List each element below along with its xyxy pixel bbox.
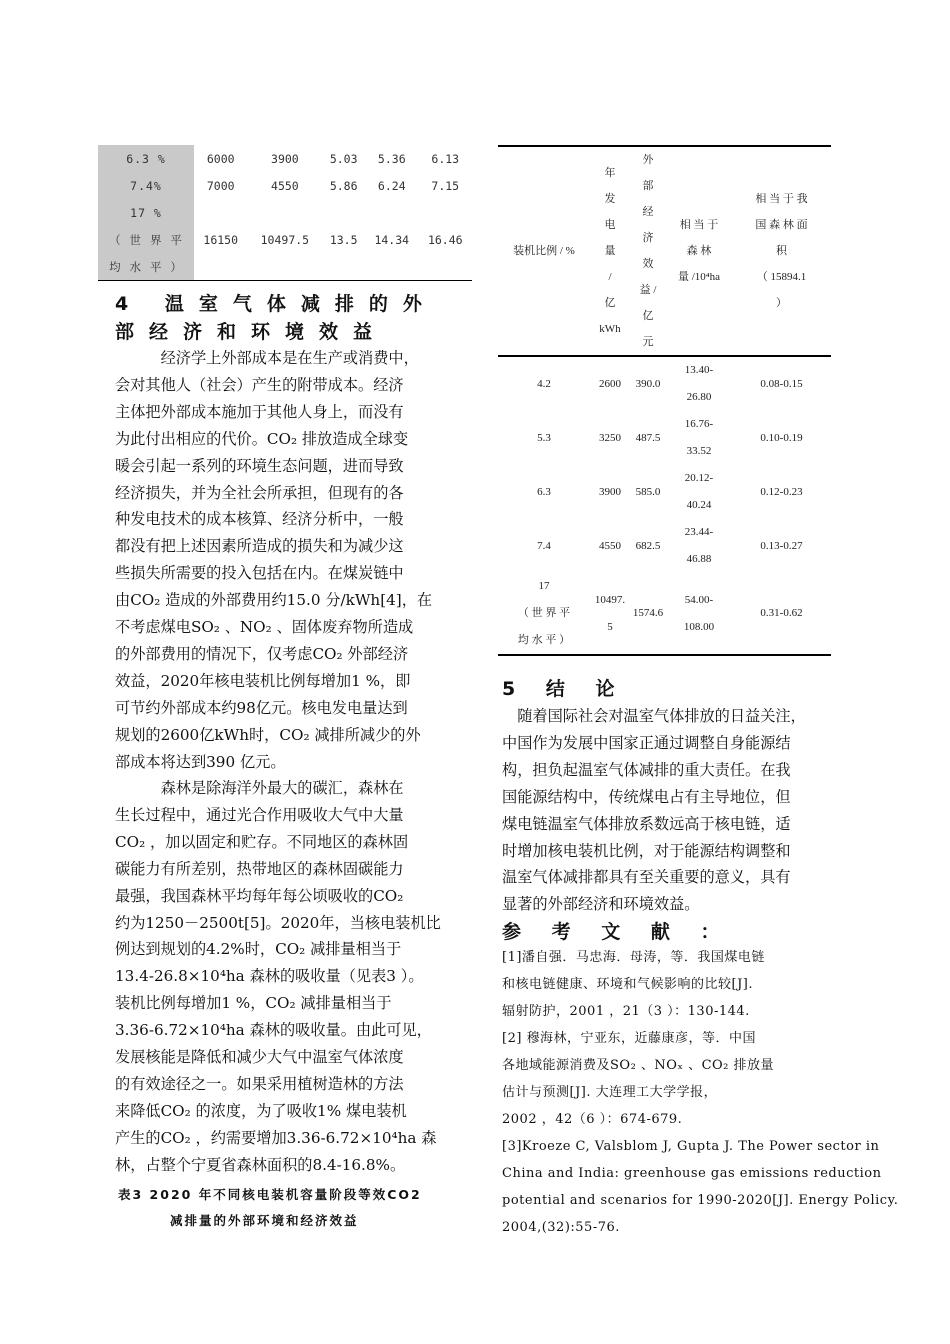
table-cell: 0.31-0.62 bbox=[760, 607, 803, 619]
text-line: 装机比例每增加1 %，CO₂ 减排量相当于 bbox=[115, 994, 392, 1013]
table-cell: 585.0 bbox=[635, 485, 661, 498]
table-row bbox=[98, 199, 472, 226]
header-text: kWh bbox=[599, 323, 621, 335]
table-row bbox=[498, 573, 831, 655]
table-cell bbox=[247, 199, 322, 226]
table-cell: 5.36 bbox=[377, 151, 406, 166]
text-line: 产生的CO₂ ，约需要增加3.36-6.72×10⁴ha 森 bbox=[115, 1128, 437, 1147]
text-line: 不考虑煤电SO₂ 、NO₂ 、固体废弃物所造成 bbox=[115, 618, 414, 637]
text-line: 约为1250－2500t[5]。2020年，当核电装机比 bbox=[115, 913, 441, 932]
header-text: 外 bbox=[642, 154, 654, 166]
header-text: 相 当 于 我 bbox=[755, 193, 808, 205]
table-cell: 14.34 bbox=[374, 232, 410, 247]
table-cell bbox=[419, 199, 473, 226]
header-ratio: 装机比例 / % bbox=[513, 245, 575, 257]
text-line: 碳能力有所差别，热带地区的森林固碳能力 bbox=[115, 859, 404, 878]
text-line: 和核电链健康、环境和气候影响的比较[J]. bbox=[502, 977, 753, 992]
text-line: 规划的2600亿kWh时，CO₂ 减排所减少的外 bbox=[115, 725, 421, 744]
table-row bbox=[498, 356, 831, 411]
table3-caption-line1: 表3 2020 年不同核电装机容量阶段等效CO2 bbox=[118, 1187, 422, 1202]
header-text: （ 15894.1 bbox=[756, 271, 807, 283]
table-cell bbox=[322, 253, 365, 281]
header-text: 电 bbox=[604, 219, 616, 231]
cell-text: （ 世 界 平 bbox=[517, 607, 571, 619]
table-cell bbox=[194, 199, 247, 226]
table-cell: 390.0 bbox=[635, 377, 661, 390]
cell-text: 5.3 bbox=[537, 431, 551, 444]
table-3-header-row bbox=[498, 146, 831, 356]
text-line: [1]潘自强．马忠海．母涛，等．我国煤电链 bbox=[502, 950, 765, 965]
text-line: 都没有把上述因素所造成的损失和为减少这 bbox=[115, 537, 404, 556]
header-text: 元 bbox=[642, 336, 654, 348]
table-cell bbox=[498, 573, 590, 655]
table-row bbox=[498, 411, 831, 465]
section4-heading-line1: 4 温室气体减排的外 bbox=[115, 293, 437, 315]
text-line: 煤电链温室气体排放系数远高于核电链，适 bbox=[502, 814, 791, 833]
references-heading: 参 考 文 献 ： bbox=[502, 921, 732, 943]
table-cell: 0.10-0.19 bbox=[760, 431, 803, 444]
cell-text: 40.24 bbox=[686, 499, 712, 511]
table-cell: 6.24 bbox=[377, 178, 406, 193]
text-line: 随着国际社会对温室气体排放的日益关注， bbox=[502, 707, 806, 725]
table-row bbox=[98, 226, 472, 253]
cell-text: 108.00 bbox=[683, 620, 715, 633]
text-line: 部成本将达到390 亿元。 bbox=[115, 752, 286, 771]
section5-paragraph bbox=[502, 703, 847, 918]
table-cell bbox=[498, 356, 590, 411]
text-line: 可节约外部成本约98亿元。核电发电量达到 bbox=[115, 698, 408, 717]
header-text: 年 bbox=[604, 167, 616, 179]
text-line: 2002 ，42（6 ）：674-679. bbox=[502, 1112, 683, 1127]
table-cell bbox=[322, 199, 365, 226]
header-forest-share bbox=[732, 146, 831, 356]
table-row bbox=[498, 465, 831, 519]
table-cell: 5.03 bbox=[329, 151, 358, 166]
header-forest-equivalent bbox=[666, 146, 732, 356]
text-line: 的有效途径之一。如果采用植树造林的方法 bbox=[115, 1074, 404, 1093]
text-line: 时增加核电装机比例，对于能源结构调整和 bbox=[502, 841, 791, 860]
table-top-left bbox=[98, 145, 472, 281]
header-text: 相 当 于 bbox=[679, 219, 719, 231]
table-cell: 6.13 bbox=[431, 151, 460, 166]
cell-text: 5 bbox=[607, 620, 613, 633]
table-cell bbox=[498, 465, 590, 519]
text-line: 各地域能源消费及SO₂ 、NOₓ 、CO₂ 排放量 bbox=[502, 1058, 775, 1073]
text-line: [2] 穆海林，宁亚东，近藤康彦，等．中国 bbox=[502, 1031, 757, 1046]
section4-heading-line2: 部经济和环境效益 bbox=[115, 321, 388, 343]
table-cell bbox=[365, 253, 418, 281]
text-line: [3]Kroeze C, Valsblom J, Gupta J. The Power sector in bbox=[502, 1139, 880, 1154]
header-text: / bbox=[608, 271, 612, 283]
header-text: 效 bbox=[642, 258, 654, 270]
table-cell: 7000 bbox=[206, 178, 235, 193]
table-cell bbox=[194, 253, 247, 281]
table-cell: 3900 bbox=[271, 151, 299, 166]
text-line: 林，占整个宁夏省森林面积的8.4-16.8%。 bbox=[115, 1155, 406, 1174]
header-text: 亿 bbox=[642, 310, 654, 322]
table-cell bbox=[666, 519, 732, 573]
table-cell: 4550 bbox=[271, 178, 299, 193]
text-line: 些损失所需要的投入包括在内。在煤炭链中 bbox=[115, 564, 404, 583]
table-cell: 682.5 bbox=[635, 539, 661, 552]
header-generation bbox=[590, 146, 630, 356]
text-line: 会对其他人（社会）产生的附带成本。经济 bbox=[115, 375, 404, 394]
table-cell bbox=[590, 465, 630, 519]
cell-text: 3250 bbox=[599, 431, 621, 444]
cell-text: 6.3 bbox=[537, 485, 551, 498]
table-3-body bbox=[498, 356, 831, 655]
text-line: 最强，我国森林平均每年每公顷吸收的CO₂ bbox=[115, 886, 404, 905]
table-cell: 0.13-0.27 bbox=[760, 539, 803, 552]
table-cell: 0.12-0.23 bbox=[760, 485, 803, 498]
text-line: CO₂ ，加以固定和贮存。不同地区的森林固 bbox=[115, 832, 409, 851]
table-cell: 16150 bbox=[203, 232, 239, 247]
cell-text: 33.52 bbox=[686, 445, 712, 457]
cell-text: 3900 bbox=[599, 485, 621, 498]
text-line: 种发电技术的成本核算、经济分析中，一般 bbox=[115, 510, 404, 529]
header-text: 亿 bbox=[604, 297, 616, 309]
header-text: 国 森 林 面 bbox=[755, 219, 808, 231]
cell-text: 10497. bbox=[594, 593, 626, 606]
table-cell bbox=[666, 411, 732, 465]
header-text: 积 bbox=[776, 245, 787, 257]
text-line: 3.36-6.72×10⁴ha 森林的吸收量。由此可见， bbox=[115, 1021, 432, 1040]
table-row bbox=[98, 145, 472, 172]
table-cell: （ 世 界 平 bbox=[98, 226, 194, 253]
table-cell: 16.46 bbox=[427, 232, 463, 247]
cell-text: 2600 bbox=[599, 377, 621, 390]
table-cell bbox=[419, 253, 473, 281]
table-cell: 17 % bbox=[98, 199, 194, 226]
table-cell: 6000 bbox=[206, 151, 235, 166]
table-cell bbox=[498, 411, 590, 465]
table-cell: 6.3 % bbox=[98, 145, 194, 172]
text-line: 国能源结构中，传统煤电占有主导地位，但 bbox=[502, 787, 791, 806]
cell-text: 13.40- bbox=[684, 364, 714, 376]
table-top-left-body bbox=[98, 145, 472, 281]
table-cell bbox=[247, 253, 322, 281]
header-external-benefit bbox=[630, 146, 666, 356]
text-line: 生长过程中，通过光合作用吸收大气中大量 bbox=[115, 805, 404, 824]
text-line: 主体把外部成本施加于其他人身上，而没有 bbox=[115, 402, 404, 421]
section4-paragraph-2 bbox=[115, 775, 460, 1179]
table-cell: 487.5 bbox=[635, 431, 661, 444]
header-text: 部 bbox=[642, 180, 654, 192]
table-cell bbox=[590, 573, 630, 655]
table-cell: 7.15 bbox=[431, 178, 460, 193]
text-line: 例达到规划的4.2%时，CO₂ 减排量相当于 bbox=[115, 940, 402, 959]
header-text: 量 bbox=[604, 245, 616, 257]
text-line: 13.4-26.8×10⁴ha 森林的吸收量（见表3 ）。 bbox=[115, 967, 424, 986]
header-text: 经 bbox=[642, 206, 654, 218]
text-line: 效益，2020年核电装机比例每增加1 %，即 bbox=[115, 671, 411, 690]
cell-text: 20.12- bbox=[684, 472, 714, 484]
header-text: 济 bbox=[642, 232, 654, 244]
header-text: 发 bbox=[604, 193, 616, 205]
text-line: 来降低CO₂ 的浓度，为了吸收1% 煤电装机 bbox=[115, 1101, 407, 1120]
table-cell bbox=[666, 356, 732, 411]
text-line: 2004,(32):55-76. bbox=[502, 1220, 620, 1235]
cell-text: 17 bbox=[538, 580, 550, 592]
table-row bbox=[98, 253, 472, 281]
text-line: 发展核能是降低和减少大气中温室气体浓度 bbox=[115, 1048, 404, 1067]
cell-text: 4550 bbox=[599, 539, 621, 552]
table-cell: 0.08-0.15 bbox=[760, 377, 803, 390]
text-line: 经济学上外部成本是在生产或消费中， bbox=[115, 349, 419, 367]
text-line: 估计与预测[J]. 大连理工大学学报， bbox=[502, 1085, 718, 1100]
table-cell bbox=[365, 199, 418, 226]
cell-text: 均 水 平 ） bbox=[517, 634, 571, 646]
header-text: 量 /10⁴ha bbox=[677, 271, 721, 283]
text-line: 经济损失，并为全社会所承担，但现有的各 bbox=[115, 483, 404, 502]
text-line: 森林是除海洋外最大的碳汇，森林在 bbox=[115, 779, 404, 797]
table-cell bbox=[498, 519, 590, 573]
cell-text: 26.80 bbox=[686, 391, 712, 403]
table-row bbox=[98, 172, 472, 199]
table-cell bbox=[590, 356, 630, 411]
header-text: 益 / bbox=[639, 284, 657, 296]
text-line: 构，担负起温室气体减排的重大责任。在我 bbox=[502, 760, 791, 779]
cell-text: 4.2 bbox=[537, 377, 551, 390]
section5-heading: 5 结 论 bbox=[502, 678, 627, 700]
text-line: 辐射防护，2001 ，21（3 ）：130-144. bbox=[502, 1004, 750, 1019]
text-line: potential and scenarios for 1990-2020[J]. Energy Policy. bbox=[502, 1193, 899, 1208]
table-cell: 1574.6 bbox=[632, 607, 664, 619]
table-cell: 7.4% bbox=[98, 172, 194, 199]
table-3 bbox=[498, 145, 831, 656]
text-line: 显著的外部经济和环境效益。 bbox=[502, 895, 700, 914]
table-cell bbox=[666, 573, 732, 655]
header-text: 森 林 bbox=[686, 245, 712, 257]
text-line: 为此付出相应的代价。CO₂ 排放造成全球变 bbox=[115, 429, 409, 448]
section4-paragraph-1 bbox=[115, 345, 460, 776]
table-row bbox=[498, 519, 831, 573]
header-text: ） bbox=[776, 297, 787, 309]
table-cell: 10497.5 bbox=[260, 232, 310, 247]
table-cell: 5.86 bbox=[329, 178, 358, 193]
text-line: China and India: greenhouse gas emissions reduction bbox=[502, 1166, 882, 1181]
cell-text: 7.4 bbox=[537, 539, 551, 552]
text-line: 由CO₂ 造成的外部费用约15.0 分/kWh[4]，在 bbox=[115, 591, 433, 610]
cell-text: 46.88 bbox=[686, 553, 712, 565]
table-cell bbox=[666, 465, 732, 519]
text-line: 中国作为发展中国家正通过调整自身能源结 bbox=[502, 733, 791, 752]
text-line: 暖会引起一系列的环境生态问题，进而导致 bbox=[115, 456, 404, 475]
cell-text: 54.00- bbox=[684, 593, 714, 606]
table-cell bbox=[590, 519, 630, 573]
table-cell: 均 水 平 ） bbox=[98, 253, 194, 281]
table3-caption-line2: 减排量的外部环境和经济效益 bbox=[170, 1213, 359, 1228]
table-cell bbox=[590, 411, 630, 465]
text-line: 的外部费用的情况下，仅考虑CO₂ 外部经济 bbox=[115, 644, 409, 663]
cell-text: 16.76- bbox=[684, 418, 714, 430]
cell-text: 23.44- bbox=[684, 526, 714, 538]
references-list bbox=[502, 944, 899, 1241]
table-cell: 13.5 bbox=[329, 232, 358, 247]
text-line: 温室气体减排都具有至关重要的意义，具有 bbox=[502, 868, 791, 887]
